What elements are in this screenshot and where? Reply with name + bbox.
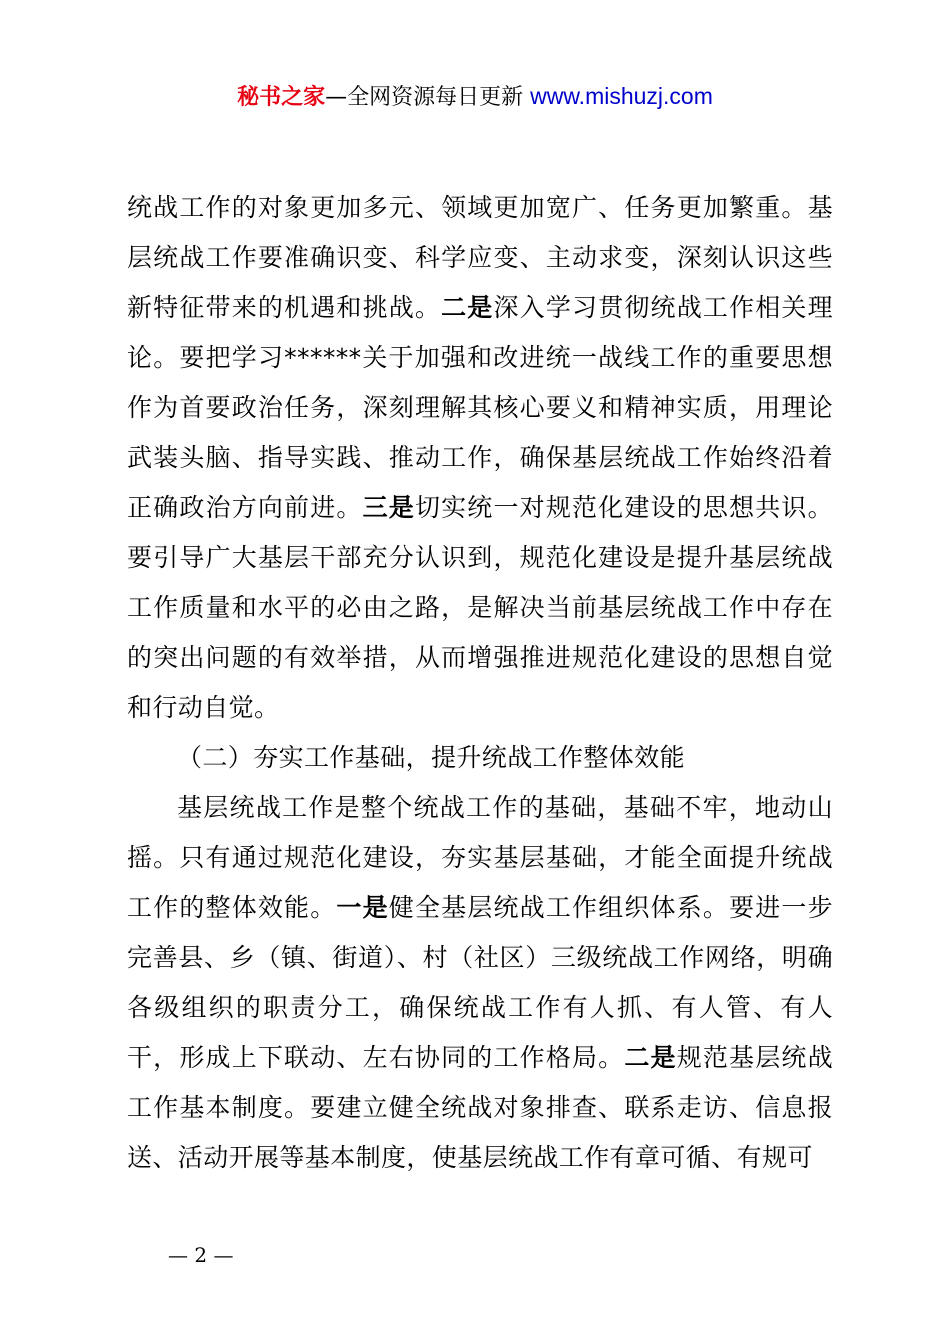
site-url-link[interactable]: www.mishuzj.com — [530, 83, 713, 109]
paragraph — [127, 783, 833, 1183]
bold-marker: 三是 — [362, 493, 415, 522]
paragraph-text: 规范基层统战工作基本制度。要建立健全统战对象排查、联系走访、信息报送、活动开展等基本制度，使基层统战工作有章可循、有规可 — [127, 1043, 833, 1172]
header-tagline: —全网资源每日更新 — [325, 85, 531, 110]
bold-marker: 一是 — [336, 893, 389, 922]
paragraph-continuation — [127, 183, 833, 733]
section-heading: （二）夯实工作基础，提升统战工作整体效能 — [177, 743, 686, 772]
brand-name: 秘书之家 — [237, 85, 326, 110]
bold-marker: 二是 — [441, 293, 494, 322]
paragraph-text: 统战工作的对象更加多元、领域更加宽广、任务更加繁重。基层统战工作要准确识变、科学应变、主动求变，深刻认识这些新特征带来的机遇和挑战。 — [127, 193, 833, 322]
document-body — [127, 183, 833, 1183]
page-number: — 2 — — [168, 1243, 234, 1267]
paragraph-text: 基层统战工作是整个统战工作的基础，基础不牢，地动山摇。只有通过规范化建设，夯实基层基础，才能全面提升统战工作的整体效能。 — [127, 793, 833, 922]
page-header — [0, 80, 950, 114]
paragraph-text: 深入学习贯彻统战工作相关理论。要把学习******关于加强和改进统一战线工作的重要思想作为首要政治任务，深刻理解其核心要义和精神实质，用理论武装头脑、指导实践、推动工作，确保基层统战工作始终沿着正确政治方向前进。 — [127, 293, 833, 522]
bold-marker: 二是 — [624, 1043, 677, 1072]
paragraph-text: 健全基层统战工作组织体系。要进一步完善县、乡（镇、街道）、村（社区）三级统战工作网络，明确各级组织的职责分工，确保统战工作有人抓、有人管、有人干，形成上下联动、左右协同的工作格局。 — [127, 893, 833, 1072]
paragraph-text: 切实统一对规范化建设的思想共识。要引导广大基层干部充分认识到，规范化建设是提升基层统战工作质量和水平的必由之路，是解决当前基层统战工作中存在的突出问题的有效举措，从而增强推进规范化建设的思想自觉和行动自觉。 — [127, 493, 833, 722]
